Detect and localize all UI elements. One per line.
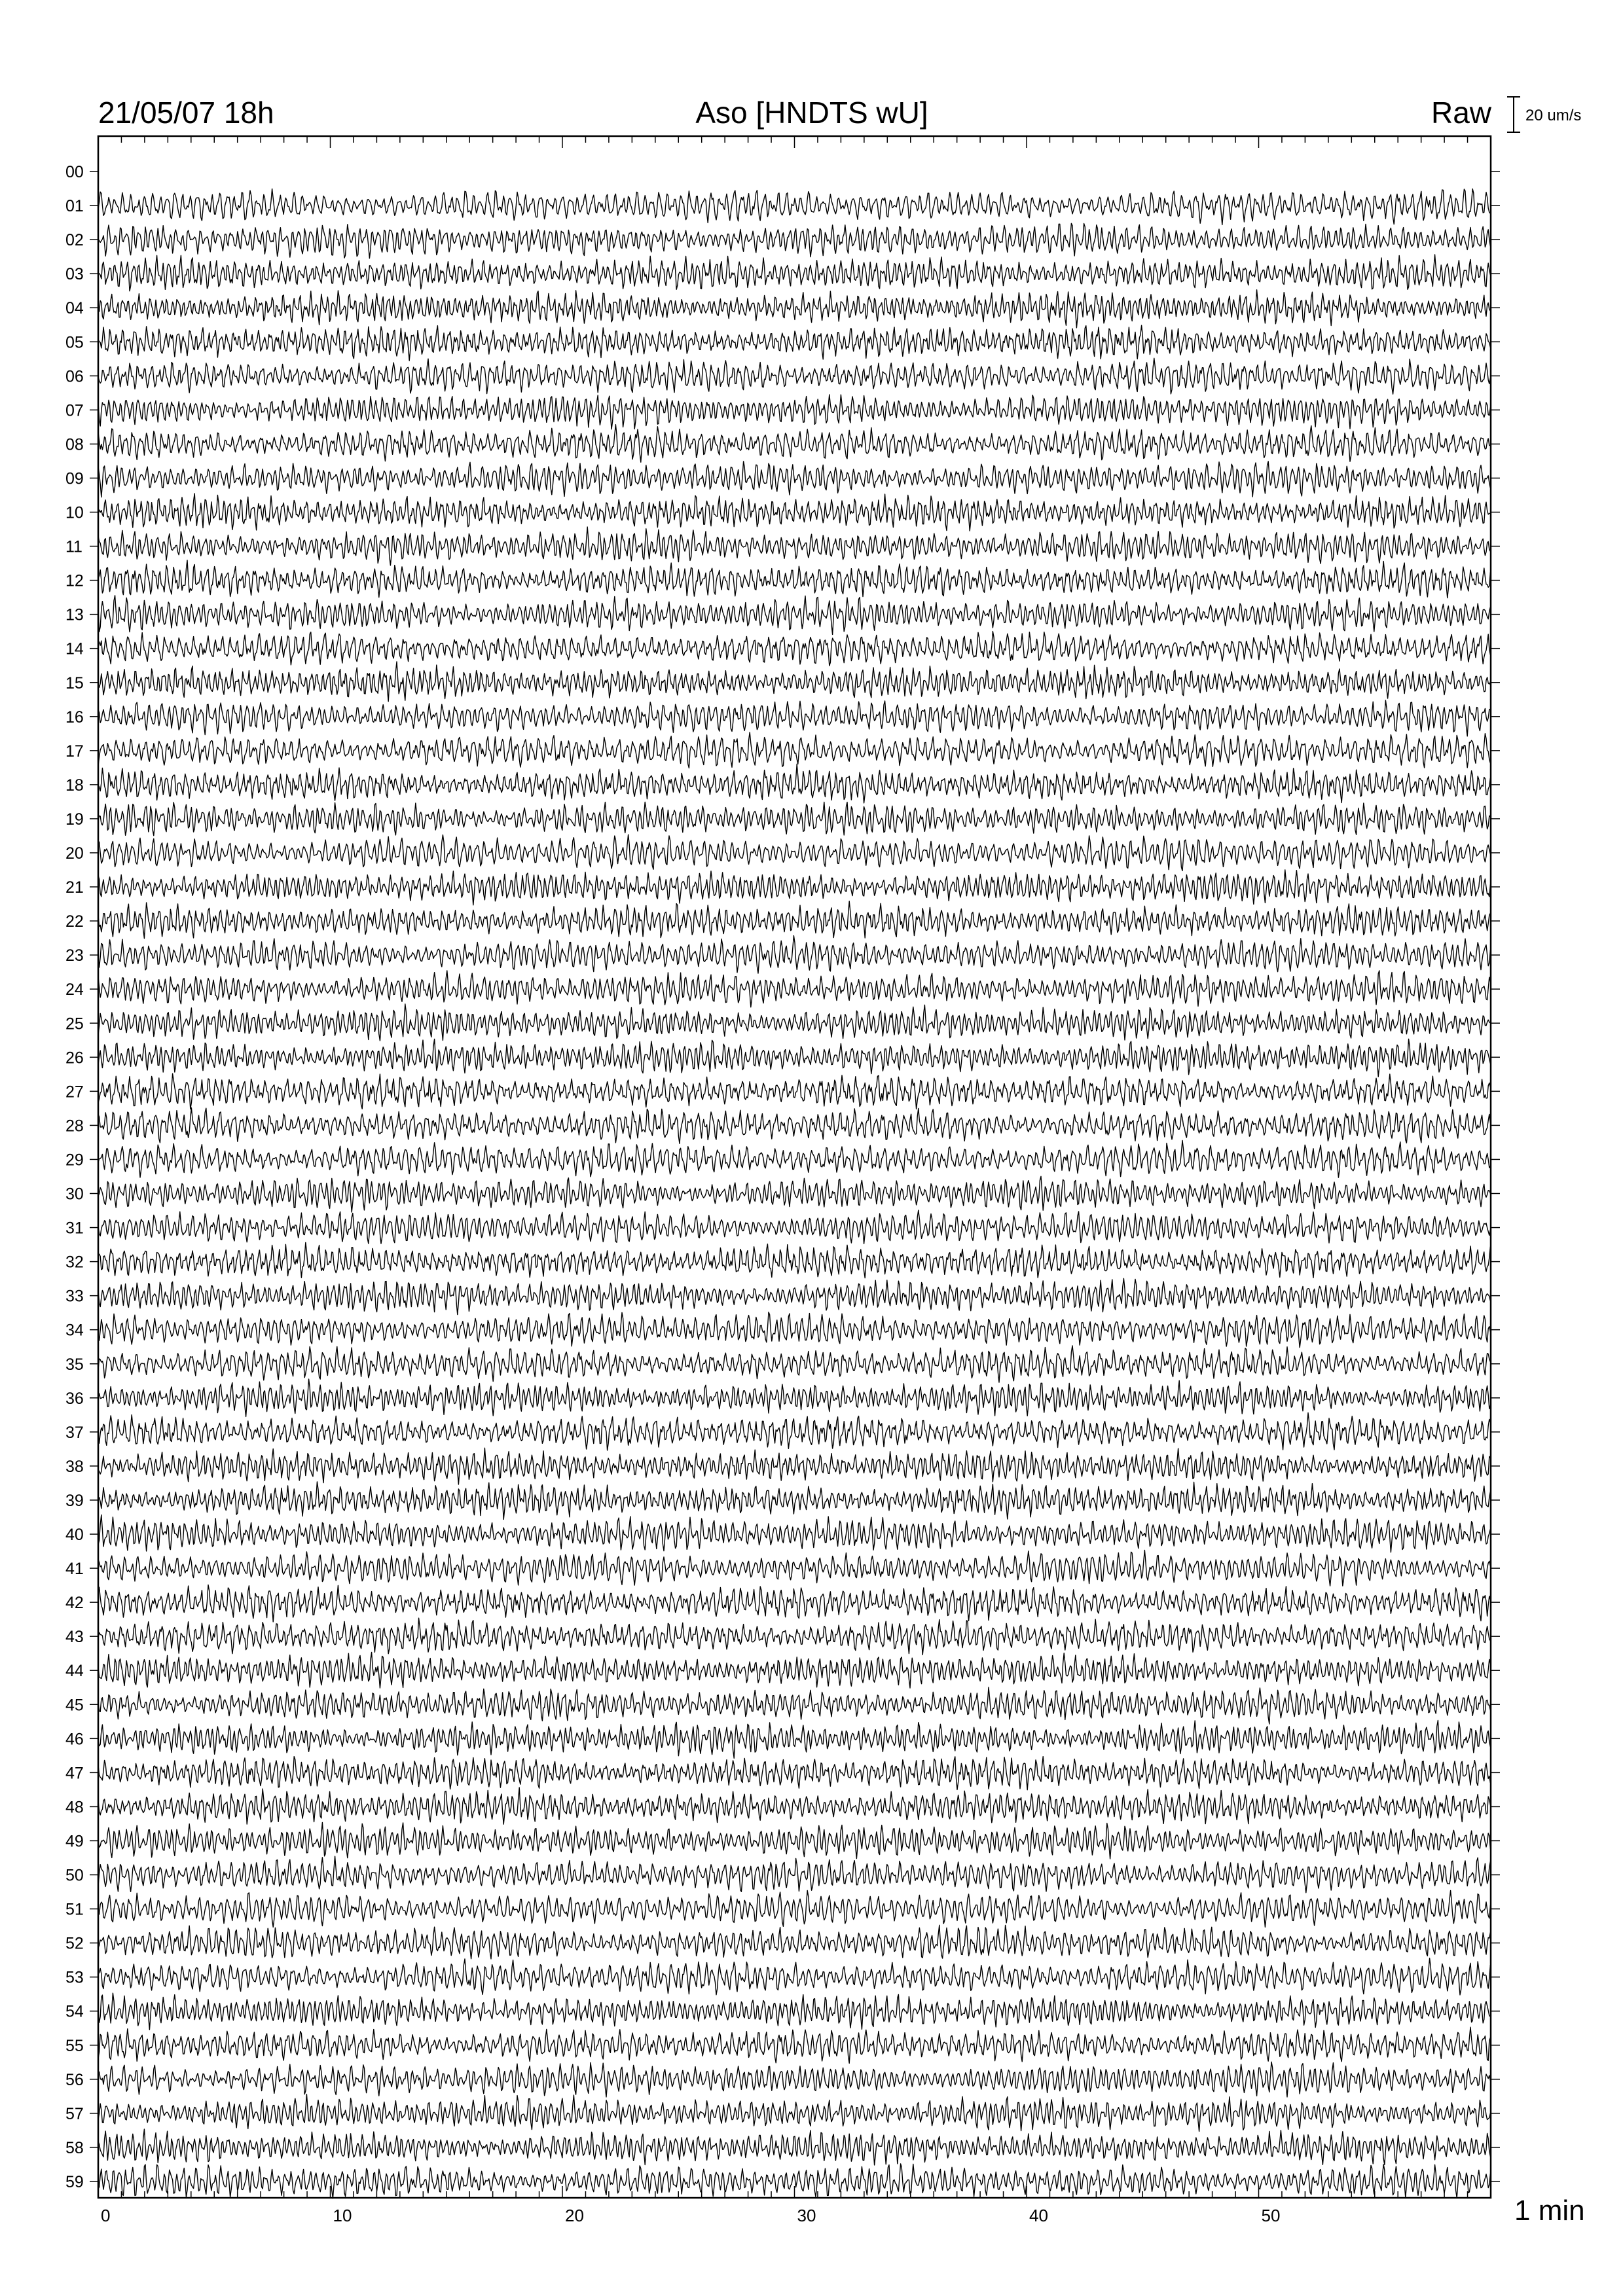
row-label-01: 01: [65, 197, 84, 216]
trace-row-02: [98, 223, 1490, 258]
trace-row-40: [98, 1515, 1490, 1552]
trace-row-35: [98, 1346, 1490, 1382]
trace-row-20: [98, 834, 1490, 870]
row-label-33: 33: [65, 1287, 84, 1306]
row-label-36: 36: [65, 1389, 84, 1408]
trace-row-18: [98, 764, 1490, 803]
row-label-43: 43: [65, 1628, 84, 1647]
row-label-24: 24: [65, 980, 84, 999]
row-label-26: 26: [65, 1049, 84, 1067]
row-label-42: 42: [65, 1594, 84, 1613]
trace-row-43: [98, 1618, 1490, 1655]
trace-row-15: [98, 662, 1490, 702]
trace-row-30: [98, 1176, 1490, 1212]
row-label-39: 39: [65, 1491, 84, 1510]
row-label-55: 55: [65, 2036, 84, 2055]
trace-row-09: [98, 461, 1490, 497]
row-label-44: 44: [65, 1662, 84, 1681]
row-label-51: 51: [65, 1900, 84, 1919]
row-label-37: 37: [65, 1423, 84, 1442]
trace-row-33: [98, 1278, 1490, 1314]
row-label-28: 28: [65, 1117, 84, 1136]
trace-row-25: [98, 1004, 1490, 1041]
trace-row-05: [98, 325, 1490, 361]
row-label-09: 09: [65, 469, 84, 488]
row-label-35: 35: [65, 1355, 84, 1374]
trace-row-27: [98, 1073, 1490, 1109]
trace-row-19: [98, 802, 1490, 835]
row-label-45: 45: [65, 1696, 84, 1715]
trace-row-10: [98, 493, 1490, 531]
row-label-04: 04: [65, 299, 84, 318]
amplitude-scale-label: 20 um/s: [1525, 107, 1582, 124]
row-label-21: 21: [65, 878, 84, 897]
row-label-53: 53: [65, 1968, 84, 1987]
row-label-46: 46: [65, 1730, 84, 1749]
row-label-38: 38: [65, 1457, 84, 1476]
trace-row-17: [98, 732, 1490, 768]
trace-row-41: [98, 1551, 1490, 1587]
header-datetime: 21/05/07 18h: [98, 96, 274, 130]
trace-row-06: [98, 358, 1490, 394]
trace-row-28: [98, 1108, 1490, 1144]
trace-row-13: [98, 596, 1490, 635]
row-label-10: 10: [65, 503, 84, 522]
trace-row-45: [98, 1687, 1490, 1724]
trace-row-44: [98, 1653, 1490, 1689]
trace-row-34: [98, 1312, 1490, 1348]
trace-row-24: [98, 971, 1490, 1007]
trace-row-57: [98, 2094, 1490, 2132]
trace-row-23: [98, 936, 1490, 974]
trace-row-46: [98, 1721, 1490, 1759]
row-label-16: 16: [65, 708, 84, 726]
trace-row-50: [98, 1856, 1490, 1893]
row-label-54: 54: [65, 2002, 84, 2021]
trace-row-38: [98, 1448, 1490, 1484]
row-label-57: 57: [65, 2104, 84, 2123]
row-label-47: 47: [65, 1764, 84, 1783]
row-label-40: 40: [65, 1526, 84, 1544]
trace-row-54: [98, 1993, 1490, 2030]
trace-row-47: [98, 1757, 1490, 1790]
x-tick-label-0: 0: [101, 2206, 111, 2225]
trace-row-21: [98, 870, 1490, 905]
row-label-41: 41: [65, 1560, 84, 1579]
row-label-08: 08: [65, 435, 84, 454]
row-ticks: [90, 171, 1500, 2181]
trace-row-08: [98, 425, 1490, 463]
trace-row-39: [98, 1482, 1490, 1520]
row-label-05: 05: [65, 333, 84, 352]
row-label-49: 49: [65, 1832, 84, 1851]
trace-row-48: [98, 1787, 1490, 1824]
x-tick-labels: [101, 2206, 1280, 2225]
trace-row-29: [98, 1141, 1490, 1178]
row-label-03: 03: [65, 265, 84, 284]
trace-row-37: [98, 1413, 1490, 1450]
trace-row-56: [98, 2062, 1490, 2097]
row-label-23: 23: [65, 946, 84, 965]
row-label-50: 50: [65, 1866, 84, 1885]
trace-row-36: [98, 1379, 1490, 1416]
row-label-18: 18: [65, 776, 84, 795]
x-tick-label-20: 20: [565, 2206, 584, 2225]
row-label-59: 59: [65, 2172, 84, 2191]
top-minute-ticks: [98, 136, 1491, 148]
row-label-13: 13: [65, 605, 84, 624]
row-label-06: 06: [65, 367, 84, 386]
row-label-58: 58: [65, 2138, 84, 2157]
trace-row-55: [98, 2027, 1490, 2063]
row-label-34: 34: [65, 1321, 84, 1340]
trace-row-31: [98, 1210, 1490, 1244]
x-axis-label: 1 min: [1514, 2195, 1585, 2227]
row-label-56: 56: [65, 2070, 84, 2089]
trace-row-42: [98, 1585, 1490, 1622]
row-label-07: 07: [65, 401, 84, 420]
row-label-25: 25: [65, 1014, 84, 1033]
trace-row-52: [98, 1925, 1490, 1959]
trace-row-26: [98, 1039, 1490, 1077]
row-label-30: 30: [65, 1185, 84, 1204]
x-tick-label-50: 50: [1261, 2206, 1281, 2225]
row-label-31: 31: [65, 1219, 84, 1238]
row-label-15: 15: [65, 673, 84, 692]
trace-row-01: [98, 189, 1490, 225]
trace-row-14: [98, 632, 1490, 666]
row-label-29: 29: [65, 1151, 84, 1170]
row-label-22: 22: [65, 912, 84, 931]
trace-row-03: [98, 255, 1490, 291]
trace-row-04: [98, 290, 1490, 328]
trace-row-51: [98, 1891, 1490, 1928]
trace-row-16: [98, 700, 1490, 736]
seismic-traces: [98, 189, 1490, 2198]
trace-row-07: [98, 395, 1490, 429]
trace-row-32: [98, 1243, 1490, 1278]
row-label-32: 32: [65, 1253, 84, 1272]
header-station-title: Aso [HNDTS wU]: [695, 96, 928, 130]
row-label-12: 12: [65, 571, 84, 590]
row-label-52: 52: [65, 1934, 84, 1953]
row-label-14: 14: [65, 639, 84, 658]
trace-row-58: [98, 2129, 1490, 2165]
trace-row-11: [98, 527, 1490, 565]
x-tick-label-40: 40: [1029, 2206, 1048, 2225]
trace-row-53: [98, 1958, 1490, 1995]
row-labels: [65, 163, 84, 2191]
row-label-19: 19: [65, 810, 84, 829]
row-label-27: 27: [65, 1083, 84, 1102]
x-tick-label-10: 10: [333, 2206, 352, 2225]
header-mode-label: Raw: [1431, 96, 1491, 130]
trace-row-22: [98, 901, 1490, 939]
x-tick-label-30: 30: [797, 2206, 816, 2225]
trace-row-12: [98, 560, 1490, 598]
trace-row-49: [98, 1823, 1490, 1859]
row-label-02: 02: [65, 231, 84, 250]
row-label-48: 48: [65, 1798, 84, 1817]
row-label-00: 00: [65, 163, 84, 181]
row-label-20: 20: [65, 844, 84, 863]
row-label-17: 17: [65, 742, 84, 761]
amplitude-scale-bar: [1507, 97, 1581, 132]
row-label-11: 11: [65, 537, 82, 556]
